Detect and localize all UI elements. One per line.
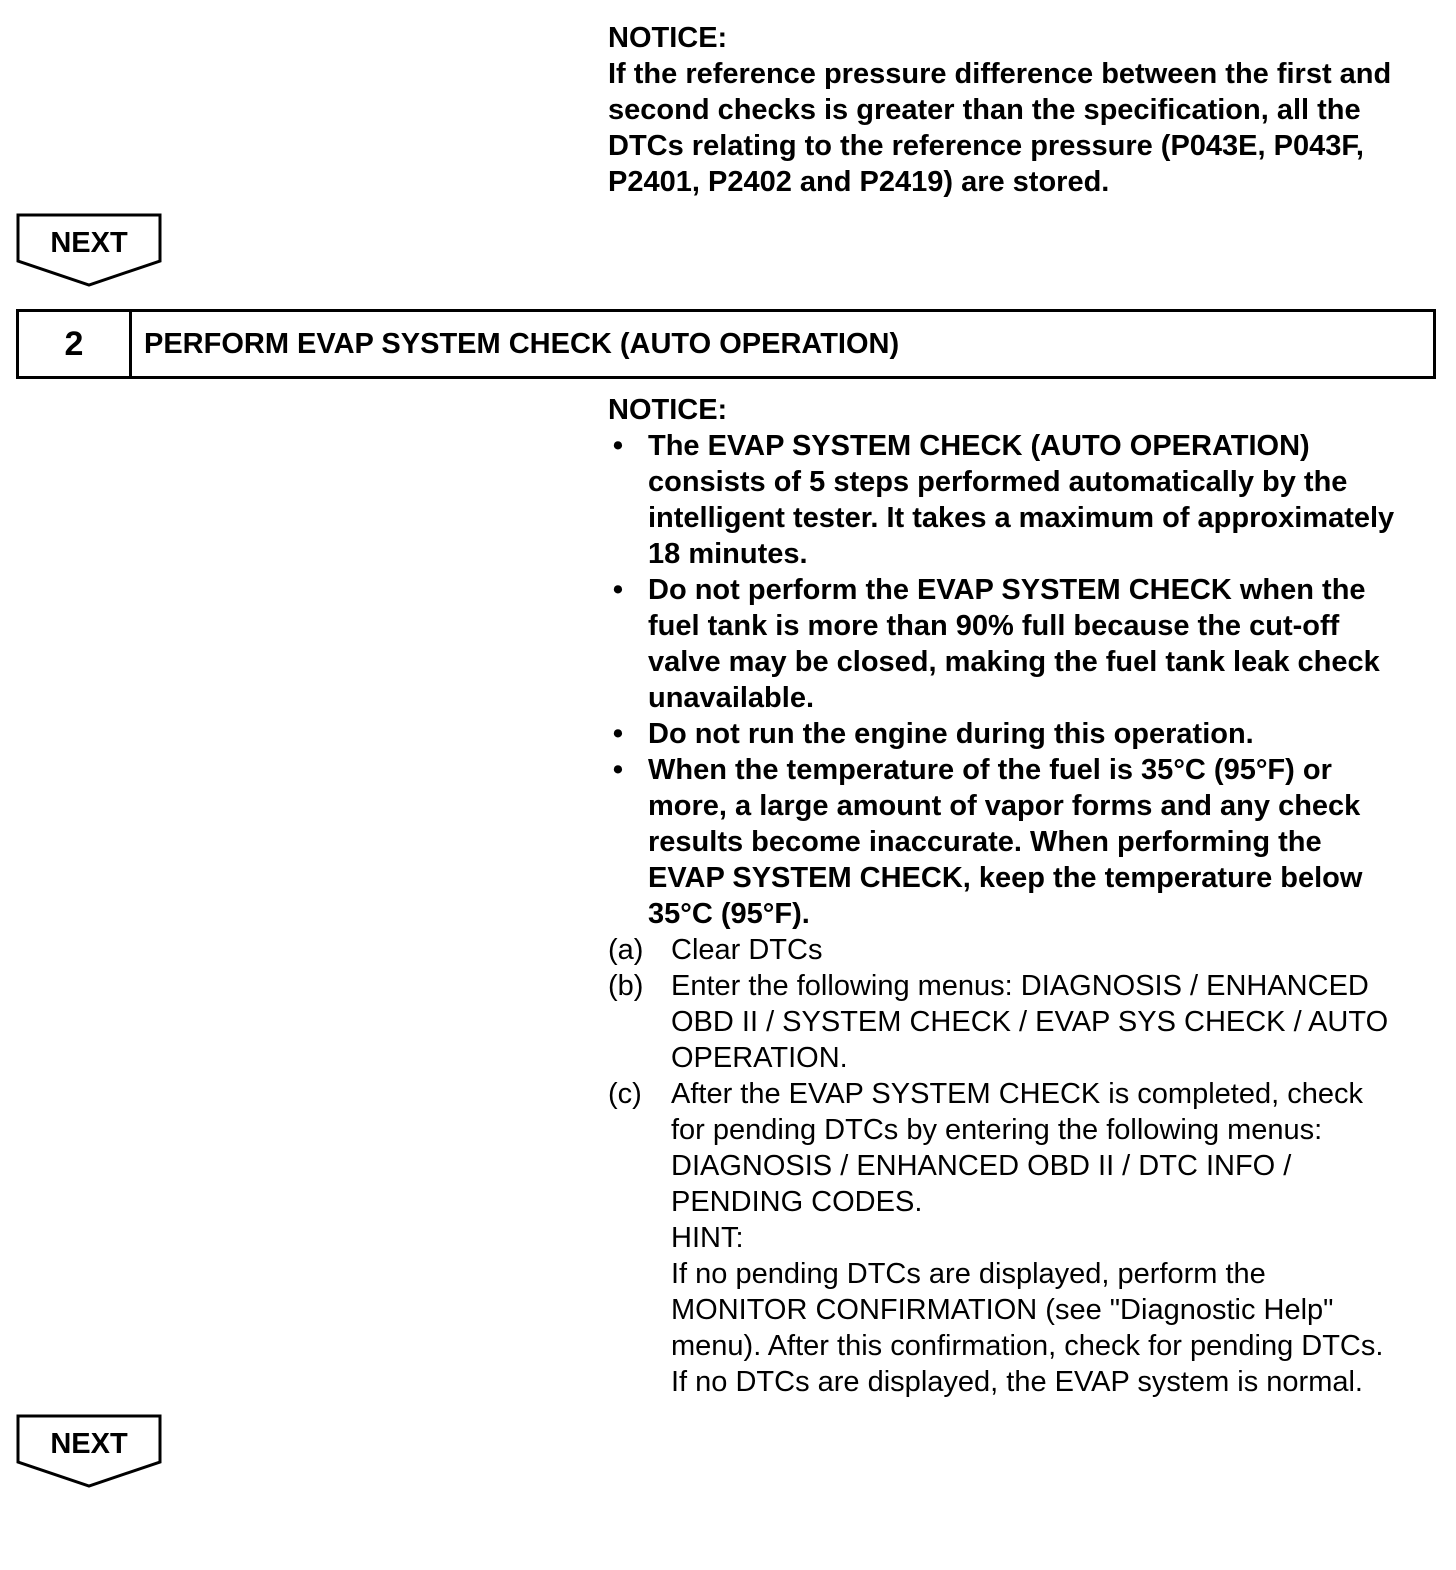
bullet-line: EVAP SYSTEM CHECK, keep the temperature below	[648, 862, 1363, 894]
next-button[interactable]	[16, 1414, 162, 1488]
hint-line: menu). After this confirmation, check for pending DTCs.	[671, 1330, 1384, 1362]
bullet-line: Do not perform the EVAP SYSTEM CHECK when the	[648, 574, 1366, 606]
hint-line: If no DTCs are displayed, the EVAP system is normal.	[671, 1366, 1363, 1398]
bullet-icon: •	[612, 430, 624, 462]
hint-label: HINT:	[671, 1222, 744, 1254]
notice-bullet	[608, 428, 1448, 572]
bullet-line: When the temperature of the fuel is 35°C (95°F) or	[648, 754, 1332, 786]
bullet-line: unavailable.	[648, 682, 815, 714]
bullet-icon: •	[612, 718, 624, 750]
step-line: Enter the following menus: DIAGNOSIS / ENHANCED	[671, 970, 1369, 1002]
notice-line: P2401, P2402 and P2419) are stored.	[608, 166, 1110, 198]
bullet-line: 35°C (95°F).	[648, 898, 810, 930]
procedure-step	[608, 968, 1448, 1076]
notice-bullet	[608, 752, 1448, 932]
step-header	[16, 309, 1436, 379]
step-number: 2	[19, 312, 132, 376]
step-line: DIAGNOSIS / ENHANCED OBD II / DTC INFO /	[671, 1150, 1292, 1182]
bullet-icon: •	[612, 574, 624, 606]
notice-heading: NOTICE:	[608, 22, 728, 54]
step-line: OBD II / SYSTEM CHECK / EVAP SYS CHECK / AUTO	[671, 1006, 1389, 1038]
step-title: PERFORM EVAP SYSTEM CHECK (AUTO OPERATION)	[144, 328, 900, 360]
notice-line: DTCs relating to the reference pressure (P043E, P043F,	[608, 130, 1364, 162]
notice-line: If the reference pressure difference between the first and	[608, 58, 1392, 90]
notice-line: second checks is greater than the specification, all the	[608, 94, 1361, 126]
bullet-line: 18 minutes.	[648, 538, 808, 570]
step-line: OPERATION.	[671, 1042, 848, 1074]
step-marker: (a)	[608, 934, 644, 966]
bullet-line: results become inaccurate. When performing the	[648, 826, 1322, 858]
next-button-label: NEXT	[50, 227, 128, 259]
hint-line: If no pending DTCs are displayed, perform the	[671, 1258, 1266, 1290]
step-line: PENDING CODES.	[671, 1186, 923, 1218]
next-button-label: NEXT	[50, 1428, 128, 1460]
next-button[interactable]	[16, 213, 162, 287]
bullet-line: valve may be closed, making the fuel tank leak check	[648, 646, 1380, 678]
step-line: After the EVAP SYSTEM CHECK is completed, check	[671, 1078, 1363, 1110]
hint-line: MONITOR CONFIRMATION (see "Diagnostic Help"	[671, 1294, 1334, 1326]
procedure-content	[608, 392, 1448, 1400]
top-notice	[608, 20, 1438, 200]
bullet-line: more, a large amount of vapor forms and any check	[648, 790, 1361, 822]
bullet-line: intelligent tester. It takes a maximum of approximately	[648, 502, 1395, 534]
step-line: for pending DTCs by entering the following menus:	[671, 1114, 1323, 1146]
bullet-line: fuel tank is more than 90% full because the cut-off	[648, 610, 1340, 642]
procedure-step	[608, 932, 1448, 968]
notice-bullet	[608, 572, 1448, 716]
step-marker: (c)	[608, 1078, 642, 1110]
notice-heading: NOTICE:	[608, 394, 728, 426]
bullet-line: The EVAP SYSTEM CHECK (AUTO OPERATION)	[648, 430, 1310, 462]
notice-bullet	[608, 716, 1448, 752]
procedure-step	[608, 1076, 1448, 1400]
bullet-icon: •	[612, 754, 624, 786]
step-marker: (b)	[608, 970, 644, 1002]
bullet-line: consists of 5 steps performed automatically by the	[648, 466, 1348, 498]
step-line: Clear DTCs	[671, 934, 823, 966]
bullet-line: Do not run the engine during this operation.	[648, 718, 1254, 750]
